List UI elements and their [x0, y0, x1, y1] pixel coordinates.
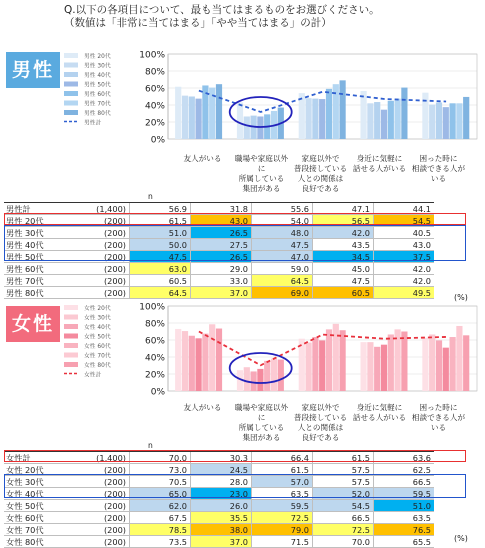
female-bar: [251, 371, 257, 391]
male-cell-value: 27.5: [191, 239, 252, 251]
male-legend-label: 男性計: [84, 120, 102, 127]
male-table-row: [4, 263, 434, 275]
female-row-label: 女性 20代: [4, 464, 71, 476]
male-row-n: (200): [71, 215, 130, 227]
female-cell-value: 57.5: [313, 476, 374, 488]
female-column-header: [234, 403, 289, 443]
female-legend-label: 女性 30代: [84, 315, 111, 322]
male-bar: [189, 97, 195, 140]
male-column-header: [293, 154, 348, 194]
female-legend-label: 女性 50代: [84, 334, 111, 341]
male-table-row: [4, 227, 434, 239]
male-legend-swatch: [64, 82, 78, 87]
male-cell-value: 64.5: [252, 275, 313, 287]
female-cell-value: 70.5: [130, 476, 191, 488]
female-bar: [216, 329, 222, 391]
male-column-header-line: 家庭以外で: [301, 154, 340, 163]
female-bar: [333, 324, 339, 391]
female-cell-value: 63.5: [374, 512, 435, 524]
female-bar: [189, 336, 195, 391]
male-column-header-line: 良好である: [301, 184, 340, 193]
male-cell-value: 56.9: [130, 203, 191, 215]
female-legend-swatch: [64, 353, 78, 358]
male-row-label: 男性 50代: [4, 251, 71, 263]
male-chart: [0, 46, 485, 146]
male-cell-value: 47.5: [130, 251, 191, 263]
male-cell-value: 51.0: [130, 227, 191, 239]
male-legend-swatch: [64, 110, 78, 115]
female-bar: [271, 359, 277, 391]
female-bar: [401, 332, 407, 392]
female-bar: [388, 334, 394, 391]
question-note: （数値は「非常に当てはまる」「やや当てはまる」の計）: [64, 17, 332, 29]
female-legend-swatch: [64, 305, 78, 310]
male-table-row: [4, 215, 434, 227]
male-bar: [361, 91, 367, 139]
female-column-header-line: 困った時に: [419, 403, 458, 412]
female-cell-value: 63.6: [374, 452, 435, 464]
female-bar: [182, 331, 188, 391]
male-bar: [401, 88, 407, 139]
female-bar: [361, 342, 367, 391]
male-cell-value: 69.0: [252, 287, 313, 299]
female-cell-value: 57.5: [313, 464, 374, 476]
male-cell-value: 54.0: [252, 215, 313, 227]
female-bar: [264, 361, 270, 391]
male-column-header-line: 友人がいる: [183, 154, 222, 163]
male-column-header-line: 話せる人がいる: [352, 164, 407, 173]
male-bar: [443, 107, 449, 139]
male-bar: [196, 99, 202, 139]
male-table-row: [4, 287, 434, 299]
male-y-tick-label: 0%: [150, 135, 165, 146]
female-y-tick-label: 0%: [150, 387, 165, 398]
male-bar: [395, 99, 401, 139]
male-cell-value: 45.0: [313, 263, 374, 275]
male-cell-value: 47.1: [313, 203, 374, 215]
female-column-header-line: 集団がある: [242, 433, 281, 442]
female-legend-label: 女性 40代: [84, 325, 111, 331]
female-badge: 女性: [6, 306, 60, 342]
female-bar: [209, 324, 215, 391]
male-table-row: [4, 203, 434, 215]
female-cell-value: 59.5: [252, 500, 313, 512]
female-table-row: [4, 488, 434, 500]
female-bar: [443, 348, 449, 391]
male-cell-value: 59.0: [252, 263, 313, 275]
male-bar: [216, 84, 222, 139]
male-row-label: 男性 20代: [4, 215, 71, 227]
male-column-header: [411, 154, 466, 184]
female-column-header: [411, 403, 466, 433]
female-cell-value: 61.5: [313, 452, 374, 464]
female-column-header-line: 普段接している: [293, 413, 348, 422]
female-table-row: [4, 524, 434, 536]
female-column-header-line: 友人がいる: [183, 403, 222, 412]
male-bar: [388, 101, 394, 139]
female-column-header-line: 人との関係は: [297, 423, 344, 432]
female-table-row: [4, 512, 434, 524]
male-column-header-line: 職場や家庭以外に: [234, 154, 289, 173]
female-cell-value: 73.0: [130, 464, 191, 476]
female-bar: [436, 340, 442, 391]
male-cell-value: 29.0: [191, 263, 252, 275]
male-legend-swatch: [64, 53, 78, 58]
female-row-label: 女性 70代: [4, 524, 71, 536]
female-column-header-line: 相談できる人がいる: [411, 413, 466, 432]
female-cell-value: 26.0: [191, 500, 252, 512]
question-line: Q.以下の各項目について、最も当てはまるものをお選びください。: [64, 4, 380, 16]
male-column-header: [175, 154, 230, 164]
female-bar: [340, 330, 346, 391]
male-percent-unit: (%): [454, 293, 468, 302]
male-bar: [244, 116, 250, 139]
male-column-header-line: 相談できる人がいる: [411, 164, 466, 183]
male-cell-value: 26.5: [191, 251, 252, 263]
male-bar: [175, 87, 181, 139]
male-bar: [422, 93, 428, 139]
male-bar: [436, 102, 442, 139]
female-cell-value: 65.0: [130, 488, 191, 500]
male-y-tick-label: 80%: [144, 67, 165, 78]
female-bar: [306, 343, 312, 391]
female-bar: [312, 337, 318, 391]
male-column-header-line: 集団がある: [242, 184, 281, 193]
male-cell-value: 60.5: [130, 275, 191, 287]
female-cell-value: 37.0: [191, 536, 252, 548]
male-legend-swatch: [64, 101, 78, 106]
male-cell-value: 42.0: [374, 263, 435, 275]
female-n-caption: n: [148, 441, 153, 450]
female-row-label: 女性計: [4, 452, 71, 464]
male-badge: 男性: [6, 52, 60, 88]
female-row-label: 女性 80代: [4, 536, 71, 548]
female-chart: [0, 298, 485, 398]
male-cell-value: 61.5: [130, 215, 191, 227]
male-column-header: [234, 154, 289, 194]
female-cell-value: 73.5: [130, 536, 191, 548]
male-bar: [182, 96, 188, 139]
male-column-header-line: 人との関係は: [297, 174, 344, 183]
female-bar: [456, 326, 462, 391]
female-row-n: (1,400): [71, 452, 130, 464]
female-column-header-line: 身近に気軽に: [356, 403, 403, 412]
male-cell-value: 31.8: [191, 203, 252, 215]
female-cell-value: 63.5: [252, 488, 313, 500]
female-cell-value: 61.5: [252, 464, 313, 476]
male-row-label: 男性 40代: [4, 239, 71, 251]
female-row-n: (200): [71, 464, 130, 476]
female-cell-value: 72.5: [313, 524, 374, 536]
male-legend-swatch: [64, 72, 78, 77]
male-row-n: (200): [71, 275, 130, 287]
male-bar: [374, 102, 380, 139]
male-legend-label: 男性 60代: [84, 92, 111, 98]
male-legend-label: 男性 50代: [84, 82, 111, 89]
male-table-row: [4, 251, 434, 263]
male-legend-label: 男性 20代: [84, 54, 111, 60]
male-bar: [237, 102, 243, 139]
male-cell-value: 43.0: [191, 215, 252, 227]
male-cell-value: 26.5: [191, 227, 252, 239]
male-table-row: [4, 275, 434, 287]
male-cell-value: 37.5: [374, 251, 435, 263]
female-bar: [429, 334, 435, 391]
female-cell-value: 70.0: [313, 536, 374, 548]
male-y-tick-label: 40%: [144, 101, 165, 112]
male-bar: [463, 97, 469, 139]
female-bar: [319, 340, 325, 391]
female-row-n: (200): [71, 500, 130, 512]
female-legend-label: 女性 60代: [84, 344, 111, 350]
female-cell-value: 54.5: [313, 500, 374, 512]
female-cell-value: 62.5: [374, 464, 435, 476]
female-cell-value: 59.5: [374, 488, 435, 500]
female-y-tick-label: 100%: [139, 302, 165, 313]
male-y-tick-label: 60%: [144, 84, 165, 95]
female-cell-value: 65.5: [374, 536, 435, 548]
female-bar: [257, 369, 263, 391]
female-legend-label: 女性 80代: [84, 363, 111, 369]
female-row-n: (200): [71, 524, 130, 536]
male-row-label: 男性計: [4, 203, 71, 215]
female-bar: [196, 338, 202, 391]
female-cell-value: 78.5: [130, 524, 191, 536]
male-cell-value: 40.5: [374, 227, 435, 239]
male-bar: [312, 99, 318, 139]
female-legend-swatch: [64, 334, 78, 339]
male-cell-value: 43.5: [313, 239, 374, 251]
male-cell-value: 42.0: [374, 275, 435, 287]
female-table-row: [4, 476, 434, 488]
female-bar: [367, 342, 373, 391]
male-legend-label: 男性 80代: [84, 111, 111, 117]
female-column-header-line: 所属している: [238, 423, 285, 432]
male-y-tick-label: 20%: [144, 118, 165, 129]
male-cell-value: 43.0: [374, 239, 435, 251]
female-column-header-line: 家庭以外で: [301, 403, 340, 412]
male-row-n: (1,400): [71, 203, 130, 215]
female-y-tick-label: 60%: [144, 336, 165, 347]
female-table-row: [4, 464, 434, 476]
female-cell-value: 51.0: [374, 500, 435, 512]
male-row-label: 男性 60代: [4, 263, 71, 275]
male-bar: [367, 103, 373, 139]
female-cell-value: 57.0: [252, 476, 313, 488]
male-legend-label: 男性 40代: [84, 73, 111, 79]
male-cell-value: 37.0: [191, 287, 252, 299]
female-cell-value: 24.5: [191, 464, 252, 476]
male-row-label: 男性 80代: [4, 287, 71, 299]
female-cell-value: 66.5: [313, 512, 374, 524]
female-column-header-line: 良好である: [301, 433, 340, 442]
female-column-header: [352, 403, 407, 423]
male-legend-swatch: [64, 63, 78, 68]
male-table-row: [4, 239, 434, 251]
question-text: [64, 4, 380, 30]
male-legend-label: 男性 70代: [84, 101, 111, 108]
female-bar: [202, 334, 208, 391]
male-cell-value: 34.5: [313, 251, 374, 263]
female-bar: [463, 335, 469, 391]
female-cell-value: 28.0: [191, 476, 252, 488]
female-bar: [175, 329, 181, 391]
male-row-label: 男性 30代: [4, 227, 71, 239]
male-row-label: 男性 70代: [4, 275, 71, 287]
female-row-n: (200): [71, 512, 130, 524]
male-cell-value: 49.5: [374, 287, 435, 299]
male-cell-value: 63.0: [130, 263, 191, 275]
male-column-header: [352, 154, 407, 174]
female-legend-label: 女性計: [84, 372, 102, 379]
male-legend-swatch: [64, 91, 78, 96]
male-cell-value: 47.5: [313, 275, 374, 287]
female-cell-value: 62.0: [130, 500, 191, 512]
female-y-tick-label: 20%: [144, 370, 165, 381]
female-legend-swatch: [64, 324, 78, 329]
female-row-n: (200): [71, 476, 130, 488]
male-bar: [306, 98, 312, 139]
male-y-tick-label: 100%: [139, 50, 165, 61]
male-row-n: (200): [71, 227, 130, 239]
male-cell-value: 47.5: [252, 239, 313, 251]
male-row-n: (200): [71, 239, 130, 251]
male-column-header-line: 身近に気軽に: [356, 154, 403, 163]
female-cell-value: 70.0: [130, 452, 191, 464]
female-bar: [381, 345, 387, 391]
female-cell-value: 52.0: [313, 488, 374, 500]
male-bar: [340, 80, 346, 139]
female-column-header-line: 職場や家庭以外に: [234, 403, 289, 422]
female-y-tick-label: 80%: [144, 319, 165, 330]
female-cell-value: 38.0: [191, 524, 252, 536]
male-cell-value: 50.0: [130, 239, 191, 251]
male-cell-value: 47.0: [252, 251, 313, 263]
male-cell-value: 64.5: [130, 287, 191, 299]
female-cell-value: 67.5: [130, 512, 191, 524]
male-cell-value: 54.5: [374, 215, 435, 227]
male-bar: [429, 105, 435, 139]
female-cell-value: 79.0: [252, 524, 313, 536]
female-row-n: (200): [71, 488, 130, 500]
female-legend-swatch: [64, 362, 78, 367]
female-table-row: [4, 536, 434, 548]
female-table-row: [4, 452, 434, 464]
female-cell-value: 23.0: [191, 488, 252, 500]
female-cell-value: 66.5: [374, 476, 435, 488]
male-cell-value: 56.5: [313, 215, 374, 227]
female-table-row: [4, 500, 434, 512]
female-cell-value: 72.5: [252, 512, 313, 524]
male-cell-value: 55.6: [252, 203, 313, 215]
female-bar: [374, 347, 380, 391]
male-bar: [319, 99, 325, 139]
male-cell-value: 48.0: [252, 227, 313, 239]
male-bar: [450, 103, 456, 139]
female-bar: [326, 329, 332, 391]
female-bar: [450, 337, 456, 391]
male-row-n: (200): [71, 263, 130, 275]
male-row-n: (200): [71, 251, 130, 263]
female-cell-value: 76.5: [374, 524, 435, 536]
female-row-n: (200): [71, 536, 130, 548]
female-bar: [244, 367, 250, 391]
male-column-header-line: 困った時に: [419, 154, 458, 163]
female-cell-value: 35.5: [191, 512, 252, 524]
female-y-tick-label: 40%: [144, 353, 165, 364]
female-legend-label: 女性 20代: [84, 306, 111, 312]
male-bar: [456, 103, 462, 139]
female-percent-unit: (%): [454, 534, 468, 543]
male-bar: [326, 89, 332, 139]
male-cell-value: 44.1: [374, 203, 435, 215]
male-legend-label: 男性 30代: [84, 63, 111, 70]
female-row-label: 女性 40代: [4, 488, 71, 500]
female-bar: [278, 360, 284, 391]
female-row-label: 女性 60代: [4, 512, 71, 524]
female-legend-swatch: [64, 343, 78, 348]
male-bar: [381, 110, 387, 139]
female-data-table: [4, 451, 434, 548]
female-column-header: [293, 403, 348, 443]
female-cell-value: 30.3: [191, 452, 252, 464]
female-row-label: 女性 30代: [4, 476, 71, 488]
male-cell-value: 33.0: [191, 275, 252, 287]
male-data-table: [4, 202, 434, 299]
female-column-header-line: 話せる人がいる: [352, 413, 407, 422]
female-cell-value: 71.5: [252, 536, 313, 548]
female-column-header: [175, 403, 230, 413]
male-column-header-line: 普段接している: [293, 164, 348, 173]
female-cell-value: 66.4: [252, 452, 313, 464]
female-legend-swatch: [64, 315, 78, 320]
female-legend-label: 女性 70代: [84, 353, 111, 360]
male-column-header-line: 所属している: [238, 174, 285, 183]
male-cell-value: 42.0: [313, 227, 374, 239]
male-n-caption: n: [148, 192, 153, 201]
female-row-label: 女性 50代: [4, 500, 71, 512]
female-bar: [422, 338, 428, 391]
male-cell-value: 60.5: [313, 287, 374, 299]
male-row-n: (200): [71, 287, 130, 299]
